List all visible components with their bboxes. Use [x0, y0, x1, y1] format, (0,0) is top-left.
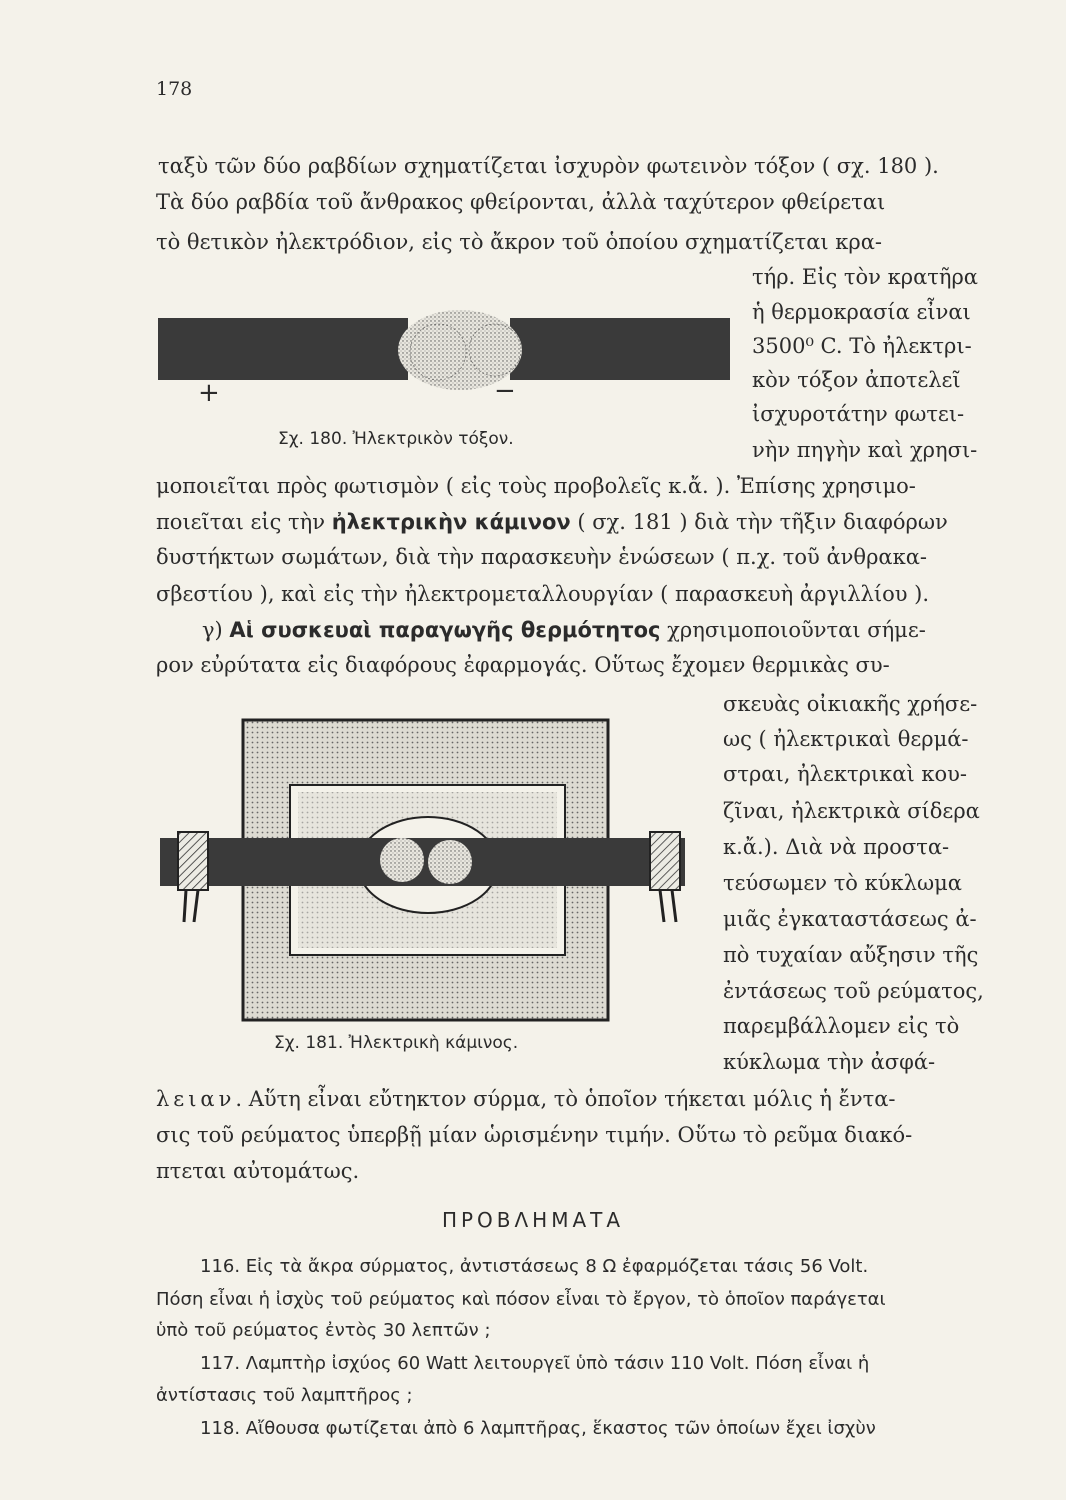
text-line: μιᾶς ἐγκαταστάσεως ἀ- — [723, 907, 977, 931]
text-line: παρεμβάλλομεν εἰς τὸ — [723, 1014, 960, 1038]
problem-116-line: Πόση εἶναι ἡ ἰσχὺς τοῦ ρεύματος καὶ πόσον εἶναι τὸ ἔργον, τὸ ὁποῖον παράγεται — [156, 1289, 886, 1310]
text-line: ως ( ἠλεκτρικαὶ θερμά- — [723, 727, 969, 751]
left-wire — [184, 890, 198, 922]
plus-sign: + — [198, 378, 220, 408]
left-clamp — [178, 832, 208, 890]
text-line: τήρ. Εἰς τὸν κρατῆρα — [752, 265, 978, 289]
problem-117-line: ἀντίστασις τοῦ λαμπτῆρος ; — [156, 1385, 413, 1406]
problem-116-line: 116. Εἰς τὰ ἄκρα σύρματος, ἀντιστάσεως 8 Ω ἐφαρμόζεται τάσις 56 Volt. — [200, 1256, 869, 1277]
negative-carbon-rod — [510, 318, 730, 380]
figure-181-caption: Σχ. 181. Ἠλεκτρικὴ κάμινος. — [274, 1033, 519, 1053]
text-line: ἰσχυροτάτην φωτει- — [752, 402, 965, 426]
text-line: σις τοῦ ρεύματος ὑπερβῇ μίαν ὡρισμένην τιμήν. Οὕτω τὸ ρεῦμα διακό- — [156, 1123, 913, 1147]
emphasis-electric-furnace: ἠλεκτρικὴν κάμινον — [331, 510, 571, 534]
text-line: σβεστίου ), καὶ εἰς τὴν ἠλεκτρομεταλλουργίαν ( παρασκευὴ ἀργιλλίου ). — [156, 582, 930, 606]
text-line: τεύσωμεν τὸ κύκλωμα — [723, 871, 962, 895]
text-line: ἐντάσεως τοῦ ρεύματος, — [723, 979, 984, 1003]
figure-181-electric-furnace — [150, 710, 710, 1030]
text-line: δυστήκτων σωμάτων, διὰ τὴν παρασκευὴν ἑνώσεων ( π.χ. τοῦ ἀνθρακα- — [156, 545, 927, 569]
text-line: πτεται αὐτομάτως. — [156, 1159, 360, 1183]
text-line: πὸ τυχαίαν αὔξησιν τῆς — [723, 943, 979, 967]
text-line: μοποιεῖται πρὸς φωτισμὸν ( εἰς τοὺς προβολεῖς κ.ἄ. ). Ἐπίσης χρησιμο- — [156, 474, 916, 498]
text-line: γ) Αἱ συσκευαὶ παραγωγῆς θερμότητος χρησιμοποιοῦνται σήμε- — [202, 618, 926, 642]
text-line: σκευὰς οἰκιακῆς χρήσε- — [723, 692, 978, 716]
text-line: ἡ θερμοκρασία εἶναι — [752, 300, 971, 324]
text-line: νὴν πηγὴν καὶ χρησι- — [752, 438, 978, 462]
text-line: κ.ἄ.). Διὰ νὰ προστα- — [723, 835, 950, 859]
right-wire — [660, 890, 676, 922]
page-number: 178 — [156, 78, 193, 100]
emphasis-fuse: λειαν — [156, 1087, 236, 1111]
text-line: τὸ θετικὸν ἠλεκτρόδιον, εἰς τὸ ἄκρον τοῦ ὁποίου σχηματίζεται κρα- — [156, 230, 883, 254]
text-line: ρον εὐρύτατα εἰς διαφόρους ἐφαρμογάς. Οὕτως ἔχομεν θερμικὰς συ- — [156, 653, 890, 677]
right-clamp — [650, 832, 680, 890]
text-line: 3500⁰ C. Τὸ ἠλεκτρι- — [752, 334, 972, 358]
problem-117-line: 117. Λαμπτὴρ ἰσχύος 60 Watt λειτουργεῖ ὑπὸ τάσιν 110 Volt. Πόση εἶναι ἡ — [200, 1353, 870, 1374]
text-line: ταξὺ τῶν δύο ραβδίων σχηματίζεται ἰσχυρὸν φωτεινὸν τόξον ( σχ. 180 ). — [158, 154, 939, 178]
problem-118-line: 118. Αἴθουσα φωτίζεται ἀπὸ 6 λαμπτῆρας, ἕκαστος τῶν ὁποίων ἔχει ἰσχὺν — [200, 1418, 876, 1439]
text-line: Τὰ δύο ραβδία τοῦ ἄνθρακος φθείρονται, ἀλλὰ ταχύτερον φθείρεται — [156, 190, 886, 214]
section-heading: ΠΡΟΒΛΗΜΑΤΑ — [441, 1208, 625, 1232]
figure-180-caption: Σχ. 180. Ἠλεκτρικὸν τόξον. — [278, 429, 514, 449]
positive-carbon-rod — [158, 318, 408, 380]
emphasis-heating-devices: Αἱ συσκευαὶ παραγωγῆς θερμότητος — [229, 618, 661, 642]
text-line: στραι, ἠλεκτρικαὶ κου- — [723, 762, 968, 786]
text-line: ποιεῖται εἰς τὴν ἠλεκτρικὴν κάμινον ( σχ. 181 ) διὰ τὴν τῆξιν διαφόρων — [156, 510, 948, 534]
text-line: ζῖναι, ἠλεκτρικὰ σίδερα — [723, 799, 980, 823]
text-line: κὸν τόξον ἀποτελεῖ — [752, 368, 961, 392]
figure-180-electric-arc — [150, 300, 750, 410]
problem-116-line: ὑπὸ τοῦ ρεύματος ἐντὸς 30 λεπτῶν ; — [156, 1320, 491, 1341]
minus-sign: − — [494, 376, 516, 406]
text-line: λειαν. Αὕτη εἶναι εὔτηκτον σύρμα, τὸ ὁποῖον τήκεται μόλις ἡ ἔντα- — [156, 1087, 896, 1111]
text-line: κύκλωμα τὴν ἀσφά- — [723, 1050, 936, 1074]
